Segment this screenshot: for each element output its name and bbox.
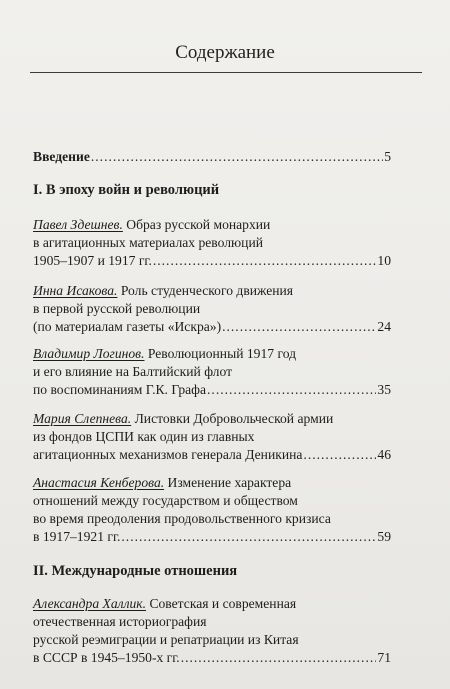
entry-line: во время преодоления продовольственного кризиса	[33, 511, 331, 526]
entry-line	[33, 216, 391, 234]
page-number: 59	[377, 529, 391, 544]
entry-line: из фондов ЦСПИ как один из главных	[33, 429, 255, 444]
entry-line-last	[33, 649, 391, 667]
entry-line	[33, 474, 391, 492]
entry-title: агитационных механизмов генерала Деникина	[33, 447, 303, 462]
entry-title: по воспоминаниям Г.К. Графа	[33, 382, 207, 397]
entry-line: в первой русской революции	[33, 301, 201, 316]
entry-title: (по материалам газеты «Искра»)	[33, 319, 222, 334]
page-number: 24	[377, 319, 391, 334]
leader-dots	[153, 252, 377, 270]
entry-line	[33, 345, 391, 363]
entry-author: Павел Здешнев.	[33, 217, 123, 232]
toc-entry-intro[interactable]	[33, 148, 391, 166]
entry-line: отношений между государством и обществом	[33, 493, 298, 508]
page-number: 5	[384, 149, 391, 164]
entry-line-last	[33, 318, 391, 336]
leader-dots	[181, 649, 377, 667]
leader-dots	[91, 148, 383, 166]
entry-line	[33, 410, 391, 428]
entry-author: Анастасия Кенберова.	[33, 475, 165, 490]
entry-author: Александра Халлик.	[33, 596, 147, 611]
toc-intro-label: Введение	[33, 149, 90, 164]
entry-line: русской реэмиграции и репатриации из Китая	[33, 632, 299, 647]
leader-dots	[222, 318, 376, 336]
entry-line-last	[33, 528, 391, 546]
entry-author: Мария Слепнева.	[33, 411, 132, 426]
entry-line-last	[33, 446, 391, 464]
leader-dots	[207, 381, 376, 399]
entry-line	[33, 282, 391, 300]
page-number: 71	[377, 650, 391, 665]
entry-line-last	[33, 252, 391, 270]
entry-line: и его влияние на Балтийский флот	[33, 364, 233, 379]
entry-title: 1905–1907 и 1917 гг.	[33, 253, 152, 268]
leader-dots	[121, 528, 376, 546]
entry-title: в 1917–1921 гг.	[33, 529, 121, 544]
page-number: 10	[377, 253, 391, 268]
entry-line: отечественная историография	[33, 614, 207, 629]
entry-title: Роль студенческого движения	[117, 283, 294, 298]
entry-line	[33, 595, 391, 613]
entry-author: Инна Исакова.	[33, 283, 118, 298]
entry-line: в агитационных материалах революций	[33, 235, 264, 250]
title-underline	[30, 72, 422, 73]
page-number: 46	[377, 447, 391, 462]
page-title: Содержание	[175, 42, 275, 63]
entry-author: Владимир Логинов.	[33, 346, 145, 361]
entry-title: Советская и современная	[146, 596, 297, 611]
leader-dots	[303, 446, 376, 464]
page-number: 35	[377, 382, 391, 397]
section-heading-2: II. Международные отношения	[33, 563, 238, 579]
entry-title: Революционный 1917 год	[144, 346, 297, 361]
entry-title: в СССР в 1945–1950-х гг.	[33, 650, 180, 665]
entry-line-last	[33, 381, 391, 399]
entry-title: Образ русской монархии	[122, 217, 271, 232]
section-heading-1: I. В эпоху войн и революций	[33, 182, 220, 198]
entry-title: Изменение характера	[164, 475, 292, 490]
entry-title: Листовки Добровольческой армии	[131, 411, 334, 426]
